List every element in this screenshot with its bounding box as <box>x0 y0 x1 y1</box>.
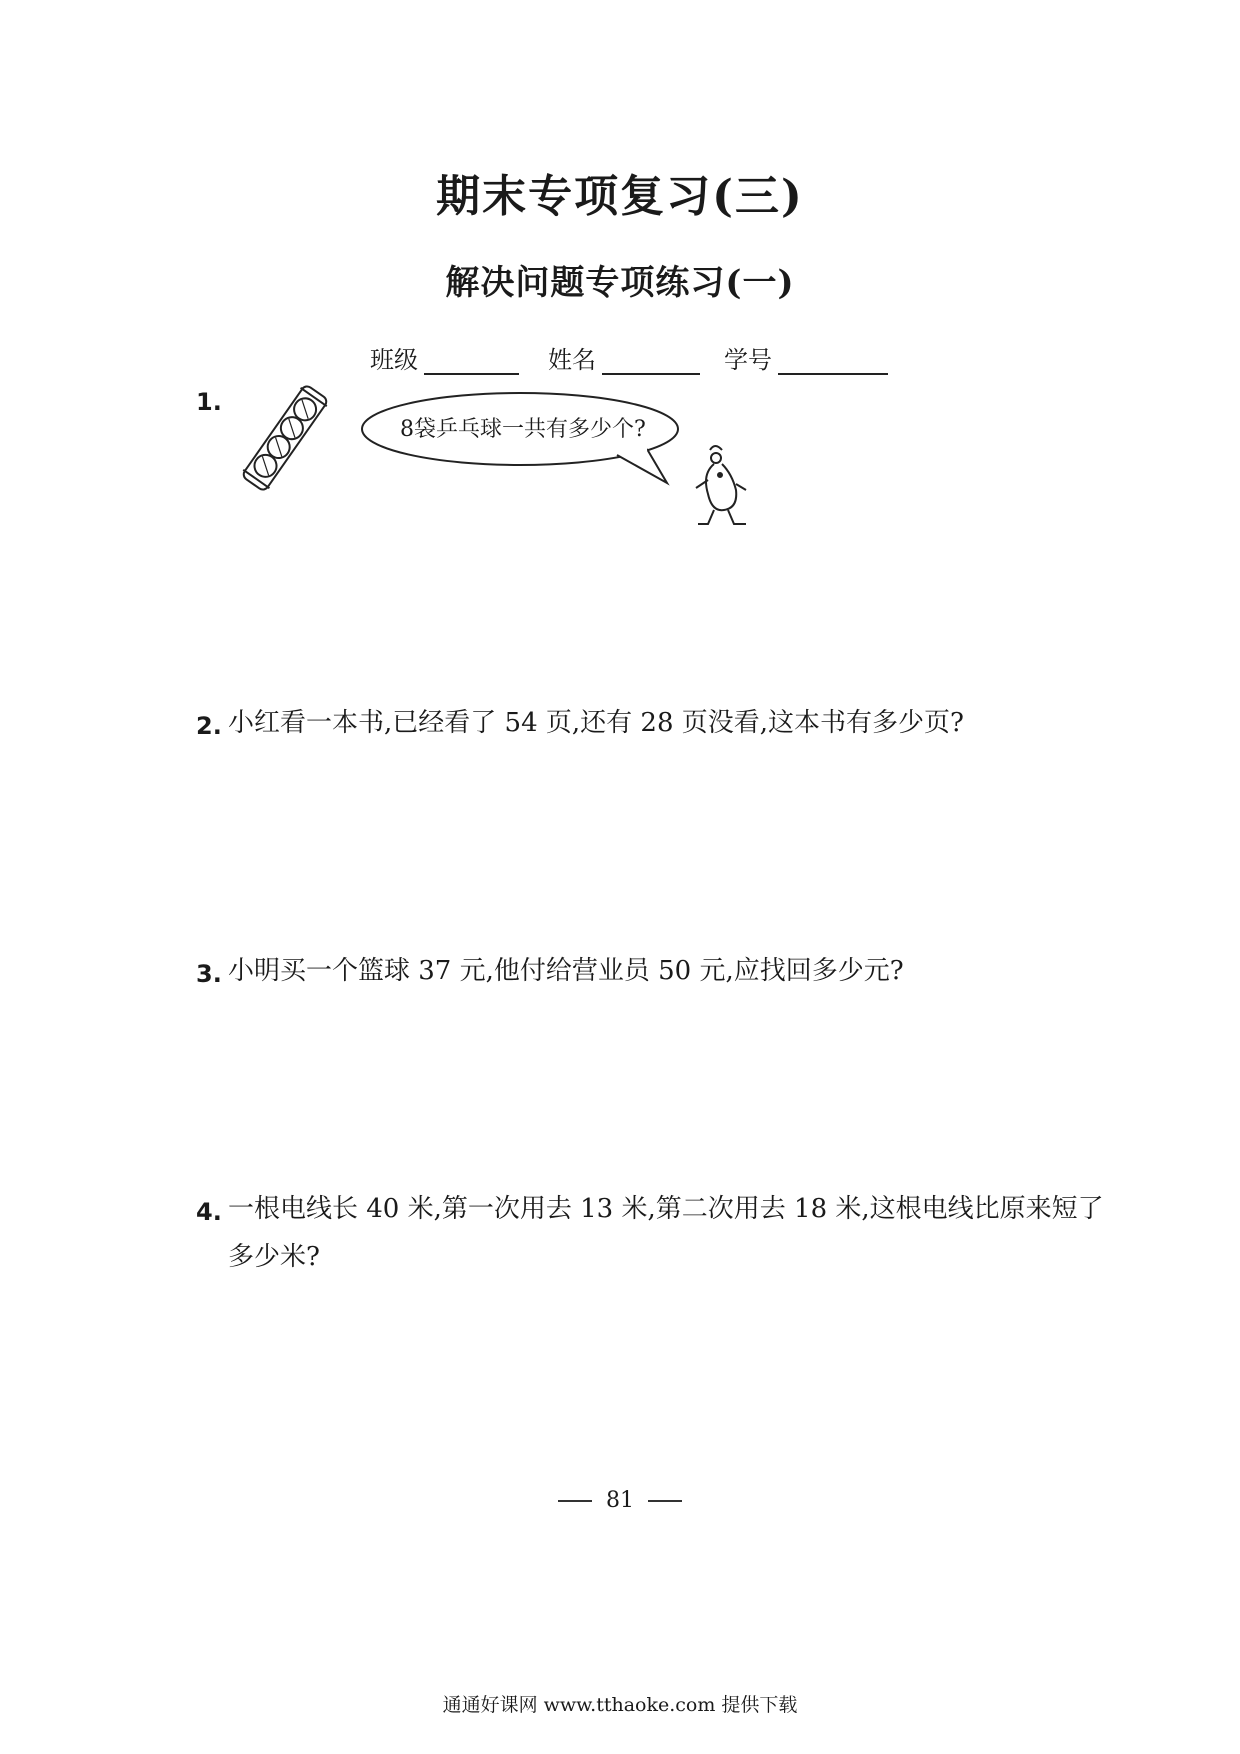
class-field <box>370 340 519 375</box>
id-label: 学号 <box>724 346 772 374</box>
question-3-number: 3. <box>196 960 222 988</box>
class-label: 班级 <box>370 346 418 374</box>
speech-bubble-text: 8袋乒乓球一共有多少个? <box>400 417 646 442</box>
class-blank[interactable] <box>424 345 519 375</box>
name-field <box>548 340 700 375</box>
page-footer <box>0 1488 1240 1513</box>
ping-pong-bag-icon <box>225 378 345 498</box>
name-blank[interactable] <box>602 345 700 375</box>
question-3-text: 小明买一个篮球 37 元,他付给营业员 50 元,应找回多少元? <box>228 956 904 986</box>
question-1-number: 1. <box>196 388 222 416</box>
question-4-text-line1: 一根电线长 40 米,第一次用去 13 米,第二次用去 18 米,这根电线比原来短了 <box>228 1194 1104 1224</box>
page-number: 81 <box>606 1488 634 1513</box>
cartoon-character-icon <box>680 440 770 535</box>
page-subtitle: 解决问题专项练习(一) <box>445 263 795 303</box>
id-blank[interactable] <box>778 345 888 375</box>
page-title: 期末专项复习(三) <box>436 171 804 222</box>
question-2-number: 2. <box>196 712 222 740</box>
footer-dash-left <box>558 1500 592 1502</box>
id-field <box>724 340 888 375</box>
question-2-text: 小红看一本书,已经看了 54 页,还有 28 页没看,这本书有多少页? <box>228 708 964 738</box>
name-label: 姓名 <box>548 346 596 374</box>
question-4-text-line2: 多少米? <box>228 1242 320 1272</box>
download-credit: 通通好课网 www.tthaoke.com 提供下载 <box>442 1694 798 1716</box>
footer-dash-right <box>648 1500 682 1502</box>
question-4-number: 4. <box>196 1198 222 1226</box>
